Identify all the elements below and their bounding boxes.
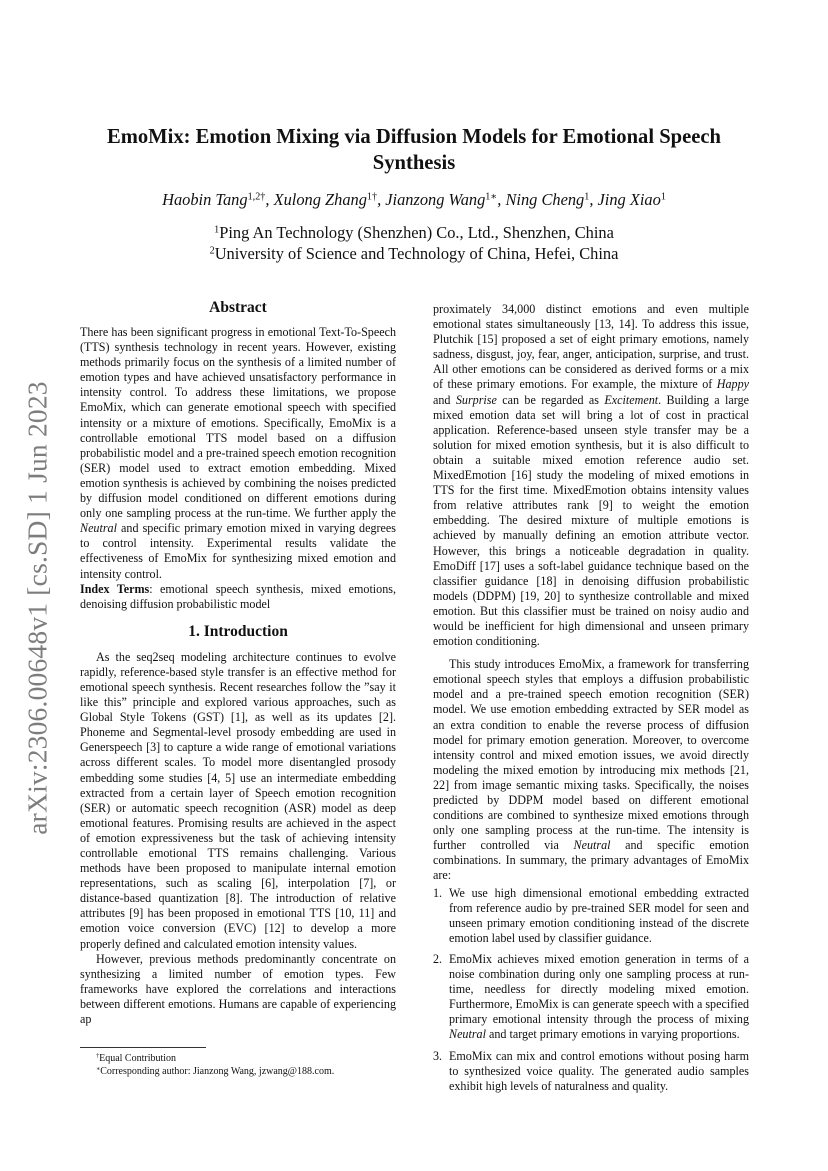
footnote-equal-contribution: †Equal Contribution: [96, 1052, 177, 1065]
contribution-item: 2. EmoMix achieves mixed emotion generation in terms of a noise combination during only one sampling process at run-time, needless for directly modeling mixed emotion. Furthermore, EmoMix is can generate speech with a specified primary emotional intensity through the process of mixing Neutral and target primary emotions in varying proportions.: [433, 951, 749, 1042]
footnote-corresponding-author: ∗Corresponding author: Jianzong Wang, jzwang@188.com.: [96, 1065, 335, 1078]
affiliation-line: $^1$Ping An Technology (Shenzhen) Co., Ltd., Shenzhen, China: [214, 223, 614, 242]
introduction-heading: 1. Introduction: [188, 622, 288, 640]
paper-title: EmoMix: Emotion Mixing via Diffusion Models for Emotional Speech Synthesis: [106, 126, 721, 174]
intro-paragraph-1: As the seq2seq modeling architecture continues to evolve rapidly, reference-based style transfer is an effective method for emotional speech synthesis. Recent researches follow the ”say it like this” principle and explored various approaches, such as Global Style Tokens (GST) [1], as well as its updates [2]. Phoneme and Segmental-level prosody embedding are used in Generspeech [3] to capture a wide range of emotional variations across different scales. To model more disentangled prosody embedding some studies [4, 5] use an intermediate embedding extracted from a certain layer of Speech emotion recognition (SER) or automatic speech recognition (ASR) model as deep emotional features. Promising results are achieved in the aspect of emotion expressiveness but the task of achieving intensity controllable emotional TTS remains challenging. Various methods have been proposed to manipulate internal emotion representations, such as scaling [6], interpolation [7], or distance-based quantization [8]. The introduction of relative attributes [9] has been proposed in emotional TTS [10, 11] and emotion voice conversion (EVC) [12] to develop a more properly defined and calculated emotion intensity values.: [80, 649, 396, 951]
contribution-item: 1. We use high dimensional emotional embedding extracted from reference audio by pre-trained SER model for seen and unseen primary emotion conditioning instead of the discrete emotion label used by classifier guidance.: [433, 885, 749, 945]
intro-paragraph-2-continued: proximately 34,000 distinct emotions and even multiple emotional states simultaneously [13, 14]. To address this issue, Plutchik [15] proposed a set of eight primary emotions, namely sadness, disgust, joy, fear, anger, anticipation, surprise, and trust. All other emotions can be considered as derived forms or a mix of these primary emotions. For example, the mixture of Happy and Surprise can be regarded as Excitement. Building a large mixed emotion data set will bring a lot of cost in practical application. Reference-based unseen style transfer may be a solution for mixed emotion synthesis, but it is also difficult to obtain a suitable mixed emotion reference audio set. MixedEmotion [16] study the modeling of mixed emotions in TTS for the first time. MixedEmotion obtains intensity values from relative attributes rank [9] to weight the emotion embedding. The desired mixture of multiple emotions is achieved by manually defining an emotion attribute vector. However, this brings a noticeable degradation in quality. EmoDiff [17] uses a soft-label guidance technique based on the classifier guidance [18] in denoising diffusion probabilistic models (DDPM) [19, 20] to synthesize controllable and mixed emotion. But this classifier must be trained on noisy audio and would be inefficient for high dimensional and unseen primary emotion conditioning.: [433, 302, 749, 649]
index-terms: [80, 582, 396, 612]
arxiv-side-stamp: [18, 375, 58, 840]
affiliation-line: $^2$University of Science and Technology of China, Hefei, China: [209, 244, 619, 263]
contribution-item: 3. EmoMix can mix and control emotions without posing harm to synthesized voice quality. The generated audio samples exhibit high levels of naturalness and quality.: [433, 1048, 749, 1093]
right-column: [433, 302, 749, 1100]
intro-paragraph-2-start: However, previous methods predominantly concentrate on synthesizing a limited number of emotion types. Few frameworks have explored the correlations and interactions between different emotions. Humans are capable of experiencing ap: [80, 951, 396, 1027]
left-column: [80, 298, 396, 1078]
author-name: Jianzong Wang$^{1∗}$,: [385, 190, 506, 209]
abstract-text: There has been significant progress in emotional Text-To-Speech (TTS) synthesis technology in recent years. However, existing methods primarily focus on the synthesis of a limited number of emotion types and have achieved unsatisfactory performance in intensity control. To address these limitations, we propose EmoMix, which can generate emotional speech with specified intensity or a mixture of emotions. Specifically, EmoMix is a controllable emotional TTS model based on a diffusion probabilistic model and a pre-trained speech emotion recognition (SER) model used to extract emotion embedding. Mixed emotion synthesis is achieved by combining the noises predicted by diffusion model conditioned on different emotions during only one sampling process at the run-time. We further apply the Neutral and specific primary emotion mixed in varying degrees to control intensity. Experimental results validate the effectiveness of EmoMix for synthesizing mixed emotion and intensity control.: [80, 325, 396, 581]
index-terms-text: : emotional speech synthesis, mixed emotions, denoising diffusion probabilistic model: [80, 581, 396, 611]
author-name: Xulong Zhang$^{1\dagger}$,: [273, 190, 386, 209]
abstract-heading: Abstract: [209, 299, 267, 316]
contribution-list: [433, 886, 749, 1094]
affiliation-list: [80, 222, 748, 264]
footnote-divider: [80, 1047, 206, 1048]
arxiv-id-text: arXiv:2306.00648v1 [cs.SD] 1 Jun 2023: [22, 380, 54, 835]
author-name: Jing Xiao$^1$: [597, 190, 666, 209]
index-terms-label: Index Terms: [80, 581, 150, 596]
author-list: [80, 189, 748, 211]
author-name: Ning Cheng$^1$,: [505, 190, 598, 209]
footnotes: [80, 1052, 396, 1078]
intro-paragraph-3: This study introduces EmoMix, a framework for transferring emotional speech styles that employs a diffusion probabilistic model and a pre-trained speech emotion recognition (SER) model. We use emotion embedding extracted by SER model as an extra condition to enable the reverse process of diffusion model for primary emotion generation. Moreover, to overcome intensity control and mixed emotion issues, we avoid directly modeling the mixed emotion by introducing mix methods [21, 22] from image semantic mixing tasks. Specifically, the noises predicted by DDPM model based on different emotional conditions are combined to synthesize mixed emotions through only one sampling process at the run-time. The intensity is further controlled via Neutral and specific emotion combinations. In summary, the primary advantages of EmoMix are:: [433, 657, 749, 883]
author-name: Haobin Tang$^{1,2\dagger}$,: [162, 190, 274, 209]
